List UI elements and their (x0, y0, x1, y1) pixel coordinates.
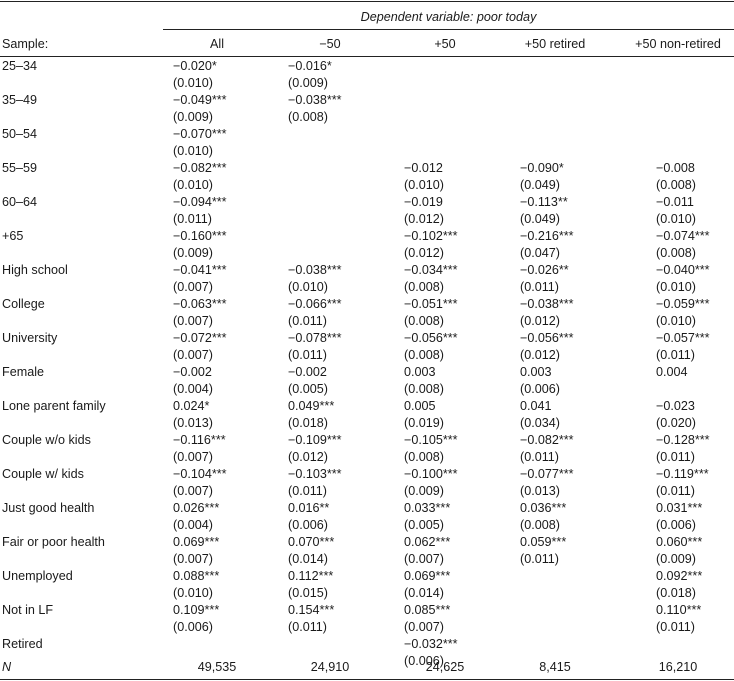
coefficient-cell: −0.116*** (173, 433, 226, 447)
coefficient-cell: 0.003 (404, 365, 436, 379)
row-label: +65 (2, 229, 24, 243)
coefficient-cell: 0.109*** (173, 603, 220, 617)
coefficient-cell: −0.113** (520, 195, 568, 209)
std-error-cell: (0.011) (520, 280, 559, 294)
std-error-cell: (0.009) (288, 76, 328, 90)
coefficient-cell: −0.216*** (520, 229, 574, 243)
std-error-cell: (0.012) (404, 246, 444, 260)
coefficient-cell: 0.005 (404, 399, 436, 413)
std-error-cell: (0.011) (288, 314, 327, 328)
std-error-cell: (0.018) (656, 586, 696, 600)
coefficient-cell: −0.074*** (656, 229, 710, 243)
coefficient-cell: −0.019 (404, 195, 443, 209)
std-error-cell: (0.008) (520, 518, 560, 532)
coefficient-cell: −0.057*** (656, 331, 710, 345)
std-error-cell: (0.047) (520, 246, 560, 260)
std-error-cell: (0.007) (173, 552, 213, 566)
coefficient-cell: −0.012 (404, 161, 443, 175)
std-error-cell: (0.010) (656, 314, 696, 328)
row-label: Female (2, 365, 44, 379)
row-label: Couple w/o kids (2, 433, 91, 447)
std-error-cell: (0.008) (404, 280, 444, 294)
std-error-cell: (0.034) (520, 416, 560, 430)
coefficient-cell: 0.112*** (288, 569, 334, 583)
std-error-cell: (0.007) (173, 314, 213, 328)
coefficient-cell: 0.070*** (288, 535, 335, 549)
row-label: 60–64 (2, 195, 38, 209)
coefficient-cell: −0.023 (656, 399, 695, 413)
coefficient-cell: −0.078*** (288, 331, 342, 345)
std-error-cell: (0.020) (656, 416, 696, 430)
std-error-cell: (0.009) (656, 552, 696, 566)
std-error-cell: (0.008) (656, 178, 696, 192)
std-error-cell: (0.010) (173, 76, 213, 90)
std-error-cell: (0.007) (173, 280, 213, 294)
coefficient-cell: −0.082*** (520, 433, 574, 447)
std-error-cell: (0.011) (656, 348, 695, 362)
coefficient-cell: −0.038*** (520, 297, 574, 311)
std-error-cell: (0.011) (656, 620, 695, 634)
coefficient-cell: −0.082*** (173, 161, 227, 175)
column-header: +50 non-retired (635, 37, 721, 51)
std-error-cell: (0.007) (173, 348, 213, 362)
std-error-cell: (0.011) (173, 212, 212, 226)
row-label: 50–54 (2, 127, 38, 141)
coefficient-cell: 0.024* (173, 399, 210, 413)
coefficient-cell: −0.056*** (404, 331, 458, 345)
coefficient-cell: −0.119*** (656, 467, 709, 481)
column-header: +50 retired (524, 37, 586, 51)
row-label: Lone parent family (2, 399, 106, 413)
coefficient-cell: −0.040*** (656, 263, 710, 277)
sample-label: Sample: (2, 37, 49, 51)
std-error-cell: (0.005) (288, 382, 328, 396)
n-value-cell: 24,625 (425, 660, 465, 674)
coefficient-cell: −0.128*** (656, 433, 710, 447)
coefficient-cell: −0.038*** (288, 93, 342, 107)
coefficient-cell: −0.032*** (404, 637, 458, 651)
std-error-cell: (0.006) (656, 518, 696, 532)
std-error-cell: (0.012) (520, 348, 560, 362)
std-error-cell: (0.009) (173, 110, 213, 124)
coefficient-cell: −0.059*** (656, 297, 710, 311)
coefficient-cell: −0.090* (520, 161, 564, 175)
std-error-cell: (0.010) (173, 586, 213, 600)
std-error-cell: (0.011) (520, 552, 559, 566)
n-value-cell: 49,535 (197, 660, 237, 674)
std-error-cell: (0.013) (173, 416, 213, 430)
std-error-cell: (0.006) (288, 518, 328, 532)
coefficient-cell: 0.062*** (404, 535, 451, 549)
coefficient-cell: −0.063*** (173, 297, 227, 311)
coefficient-cell: 0.088*** (173, 569, 220, 583)
std-error-cell: (0.011) (656, 484, 695, 498)
std-error-cell: (0.011) (288, 348, 327, 362)
std-error-cell: (0.012) (288, 450, 328, 464)
row-label: 25–34 (2, 59, 38, 73)
coefficient-cell: −0.020* (173, 59, 217, 73)
std-error-cell: (0.007) (173, 484, 213, 498)
coefficient-cell: 0.004 (656, 365, 688, 379)
std-error-cell: (0.006) (520, 382, 560, 396)
coefficient-cell: −0.077*** (520, 467, 574, 481)
column-header: +50 (434, 37, 456, 51)
column-header: All (210, 37, 224, 51)
coefficient-cell: 0.031*** (656, 501, 703, 515)
coefficient-cell: −0.051*** (404, 297, 458, 311)
coefficient-cell: 0.060*** (656, 535, 703, 549)
coefficient-cell: −0.160*** (173, 229, 227, 243)
row-label: Couple w/ kids (2, 467, 84, 481)
row-label: University (2, 331, 58, 345)
top-rule (0, 1, 734, 2)
std-error-cell: (0.010) (656, 212, 696, 226)
std-error-cell: (0.008) (404, 382, 444, 396)
coefficient-cell: 0.092*** (656, 569, 703, 583)
coefficient-cell: −0.102*** (404, 229, 458, 243)
coefficient-cell: 0.069*** (404, 569, 451, 583)
std-error-cell: (0.018) (288, 416, 328, 430)
std-error-cell: (0.012) (520, 314, 560, 328)
coefficient-cell: −0.094*** (173, 195, 227, 209)
coefficient-cell: −0.100*** (404, 467, 458, 481)
coefficient-cell: 0.154*** (288, 603, 335, 617)
coefficient-cell: −0.105*** (404, 433, 458, 447)
coefficient-cell: −0.103*** (288, 467, 342, 481)
std-error-cell: (0.004) (173, 382, 213, 396)
n-value-cell: 24,910 (310, 660, 350, 674)
std-error-cell: (0.008) (404, 314, 444, 328)
coefficient-cell: −0.070*** (173, 127, 227, 141)
coefficient-cell: −0.016* (288, 59, 332, 73)
coefficient-cell: 0.041 (520, 399, 552, 413)
coefficient-cell: 0.016** (288, 501, 330, 515)
coefficient-cell: −0.041*** (173, 263, 227, 277)
std-error-cell: (0.010) (656, 280, 696, 294)
coefficient-cell: 0.026*** (173, 501, 220, 515)
coefficient-cell: −0.002 (288, 365, 327, 379)
coefficient-cell: −0.008 (656, 161, 695, 175)
coefficient-cell: 0.085*** (404, 603, 451, 617)
bottom-rule (0, 679, 734, 680)
std-error-cell: (0.005) (404, 518, 444, 532)
coefficient-cell: 0.069*** (173, 535, 220, 549)
coefficient-cell: −0.011 (656, 195, 694, 209)
n-value-cell: 8,415 (539, 660, 571, 674)
std-error-cell: (0.010) (173, 144, 213, 158)
column-header: −50 (319, 37, 341, 51)
std-error-cell: (0.015) (288, 586, 328, 600)
header-span-rule (163, 29, 734, 30)
std-error-cell: (0.019) (404, 416, 444, 430)
std-error-cell: (0.013) (520, 484, 560, 498)
coefficient-cell: −0.066*** (288, 297, 342, 311)
table-title: Dependent variable: poor today (360, 10, 537, 24)
std-error-cell: (0.010) (173, 178, 213, 192)
coefficient-cell: 0.049*** (288, 399, 335, 413)
std-error-cell: (0.010) (404, 178, 444, 192)
header-rule (0, 56, 734, 57)
std-error-cell: (0.006) (173, 620, 213, 634)
std-error-cell: (0.014) (288, 552, 328, 566)
coefficient-cell: 0.033*** (404, 501, 451, 515)
coefficient-cell: −0.049*** (173, 93, 227, 107)
std-error-cell: (0.011) (288, 620, 327, 634)
std-error-cell: (0.008) (404, 450, 444, 464)
std-error-cell: (0.011) (656, 450, 695, 464)
row-label: Unemployed (2, 569, 73, 583)
coefficient-cell: −0.038*** (288, 263, 342, 277)
coefficient-cell: 0.059*** (520, 535, 567, 549)
row-label: 35–49 (2, 93, 38, 107)
std-error-cell: (0.009) (404, 484, 444, 498)
n-label: N (2, 660, 12, 674)
coefficient-cell: −0.002 (173, 365, 212, 379)
row-label: Fair or poor health (2, 535, 105, 549)
coefficient-cell: −0.072*** (173, 331, 227, 345)
row-label: Just good health (2, 501, 95, 515)
std-error-cell: (0.009) (173, 246, 213, 260)
std-error-cell: (0.012) (404, 212, 444, 226)
coefficient-cell: 0.003 (520, 365, 552, 379)
coefficient-cell: 0.036*** (520, 501, 567, 515)
std-error-cell: (0.008) (288, 110, 328, 124)
std-error-cell: (0.014) (404, 586, 444, 600)
row-label: 55–59 (2, 161, 38, 175)
coefficient-cell: −0.056*** (520, 331, 574, 345)
row-label: Not in LF (2, 603, 54, 617)
std-error-cell: (0.008) (404, 348, 444, 362)
std-error-cell: (0.008) (656, 246, 696, 260)
coefficient-cell: −0.109*** (288, 433, 342, 447)
std-error-cell: (0.011) (520, 450, 559, 464)
row-label: Retired (2, 637, 43, 651)
std-error-cell: (0.010) (288, 280, 328, 294)
std-error-cell: (0.049) (520, 178, 560, 192)
std-error-cell: (0.006) (404, 654, 444, 668)
coefficient-cell: −0.026** (520, 263, 569, 277)
coefficient-cell: −0.034*** (404, 263, 458, 277)
coefficient-cell: 0.110*** (656, 603, 702, 617)
row-label: High school (2, 263, 68, 277)
std-error-cell: (0.004) (173, 518, 213, 532)
std-error-cell: (0.049) (520, 212, 560, 226)
coefficient-cell: −0.104*** (173, 467, 227, 481)
std-error-cell: (0.011) (288, 484, 327, 498)
n-value-cell: 16,210 (658, 660, 698, 674)
std-error-cell: (0.007) (173, 450, 213, 464)
std-error-cell: (0.007) (404, 620, 444, 634)
row-label: College (2, 297, 45, 311)
std-error-cell: (0.007) (404, 552, 444, 566)
